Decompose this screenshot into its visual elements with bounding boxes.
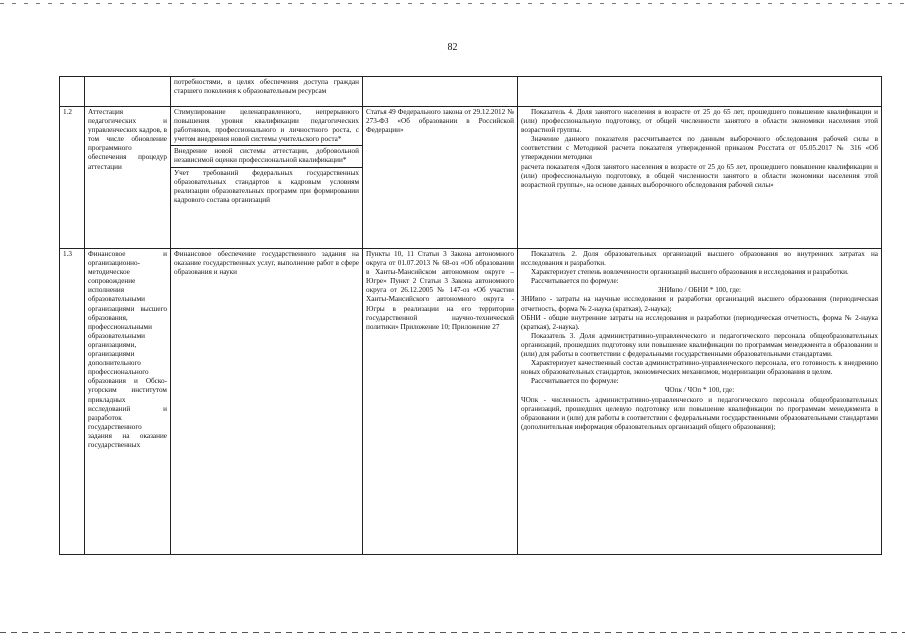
activity-name-cell — [85, 249, 171, 555]
row-number: 1.2 — [63, 108, 72, 116]
indicator-paragraph: Характеризует качественный состав административно-управленческого персонала, его готовность к внедрению новых образовательных стандартов, экономических механизмов, модернизации образования в целом. — [521, 359, 878, 377]
measure-item: Внедрение новой системы аттестации, добровольной независимой оценки профессиональной квалификации* — [171, 145, 362, 165]
table-body — [60, 77, 882, 555]
indicator-paragraph: Показатель 3. Доля административно-управленческого и педагогического персонала общеобразовательных организаций, прошедших подготовку или повышение квалификации по программам менеджмента в образовании и (или) для работы в соответствии с федеральными государственными образовательными стандартами. — [521, 331, 878, 359]
legal-basis-cell — [363, 107, 518, 249]
indicators-cell — [518, 249, 882, 555]
activity-name: Аттестация педагогических и управленческих кадров, в том числе обновление программного обеспечения процедур аттестации — [88, 108, 167, 171]
activity-name-cell — [85, 77, 171, 107]
program-table — [59, 76, 882, 555]
row-number-cell — [60, 77, 85, 107]
row-number: 1.3 — [63, 250, 72, 258]
measure-item: Стимулирование целенаправленного, непрерывного повышения уровня квалификации педагогических работников, профессионального и личностного роста, с учетом внедрения новой системы учительского роста* — [174, 108, 359, 144]
indicators-cell — [518, 107, 882, 249]
measure-item: Учет требований федеральных государственных образовательных стандартов к кадровым условиям реализации образовательных программ при формировании кадрового состава организаций — [171, 167, 362, 205]
legal-basis-cell — [363, 249, 518, 555]
indicator-paragraph: Рассчитывается по формуле: — [531, 277, 619, 286]
indicators-cell — [518, 77, 882, 107]
measures-cell — [171, 107, 363, 249]
indicator-paragraph: Показатель 2. Доля образовательных организаций высшего образования во внутренних затратах на исследования и разработки. — [521, 250, 878, 268]
measure-item: Финансовое обеспечение государственного задания на оказание государственных услуг, выполнение работ в сфере образования и науки — [174, 250, 359, 277]
indicator-paragraph: Характеризует степень вовлеченности организаций высшего образования в исследования и разработки. — [531, 268, 849, 277]
row-number-cell — [60, 107, 85, 249]
legal-basis-text: Пункты 10, 11 Статьи 3 Закона автономного округа от 01.07.2013 № 68-оз «Об образовании в Ханты-Мансийском автономном округе – Югре» Пункт 2 Статьи 3 Закона автономного округа от 26.12.2005 № 147-оз «Об участии Ханты-Мансийского автономного округа - Югры в реализации на его территории государственной научно-технической политики» Приложение 10; Приложение 27 — [366, 250, 514, 331]
indicator-paragraph: ЧОпк / ЧОп * 100, где: — [664, 386, 735, 395]
legal-basis-cell — [363, 77, 518, 107]
page-number: 82 — [447, 42, 458, 53]
indicator-paragraph: ОБНИ - общие внутренние затраты на исследования и разработки (периодическая отчетность, форма № 2-наука (краткая), 2-наука). — [521, 313, 878, 331]
activity-name-cell — [85, 107, 171, 249]
scan-artifact-bottom — [0, 632, 905, 633]
table-row — [60, 77, 882, 107]
measures-cell — [171, 249, 363, 555]
measures-cell — [171, 77, 363, 107]
scan-artifact-top — [0, 3, 905, 4]
table-row — [60, 107, 882, 249]
indicator-paragraph: ЧОпк - численность административно-управленческого и педагогического персонала общеобразовательных организаций, прошедших целевую подготовку или повышение квалификации по программам менеджмента в образовании и (или) для работы в соответствии с федеральными государственными образовательными стандартами (дополнительная информация образовательных организаций общего образования); — [521, 395, 878, 431]
indicator-paragraph: ЗНИвпо - затраты на научные исследования и разработки организаций высшего образования (периодическая отчетность, форма № 2-наука (краткая), 2-наука); — [521, 295, 878, 313]
indicator-paragraph: Показатель 4. Доля занятого населения в возрасте от 25 до 65 лет, прошедшего повышение квалификации и (или) профессиональную подготовку, от общей численности занятого в области экономики населения этой возрастной группы. — [521, 108, 878, 135]
indicator-paragraph: ЗНИвпо / ОБНИ * 100, где: — [657, 286, 742, 295]
table-row — [60, 249, 882, 555]
indicator-paragraph: Рассчитывается по формуле: — [531, 377, 619, 386]
row-number-cell — [60, 249, 85, 555]
activity-name: Финансовое и организационно-методическое сопровождение исполнения образовательными организациями высшего образования, профессиональными образовательными организациями, организациями дополнительного профессионального образования и Обско-угорским институтом прикладных исследований и разработок государственного задания на оказание государственных — [88, 250, 167, 449]
legal-basis-text: Статья 49 Федерального закона от 29.12.2012 № 273-ФЗ «Об образовании в Российской Федерации» — [366, 108, 514, 135]
measure-item: потребностями, в целях обеспечения доступа граждан старшего поколения к образовательным ресурсам — [174, 78, 359, 96]
indicator-paragraph: расчета показателя «Доля занятого населения в возрасте от 25 до 65 лет, прошедшего повышение квалификации и (или) профессиональную подготовку, в общей численности занятого в области экономики населения этой возрастной группы», на основе данных выборочного обследования рабочей силы» — [521, 162, 878, 189]
indicator-paragraph: Значение данного показателя рассчитывается по данным выборочного обследования рабочей силы в соответствии с Методикой расчета показателя утвержденной приказом Росстата от 05.05.2017 № 316 «Об утверждении методики — [521, 135, 878, 162]
